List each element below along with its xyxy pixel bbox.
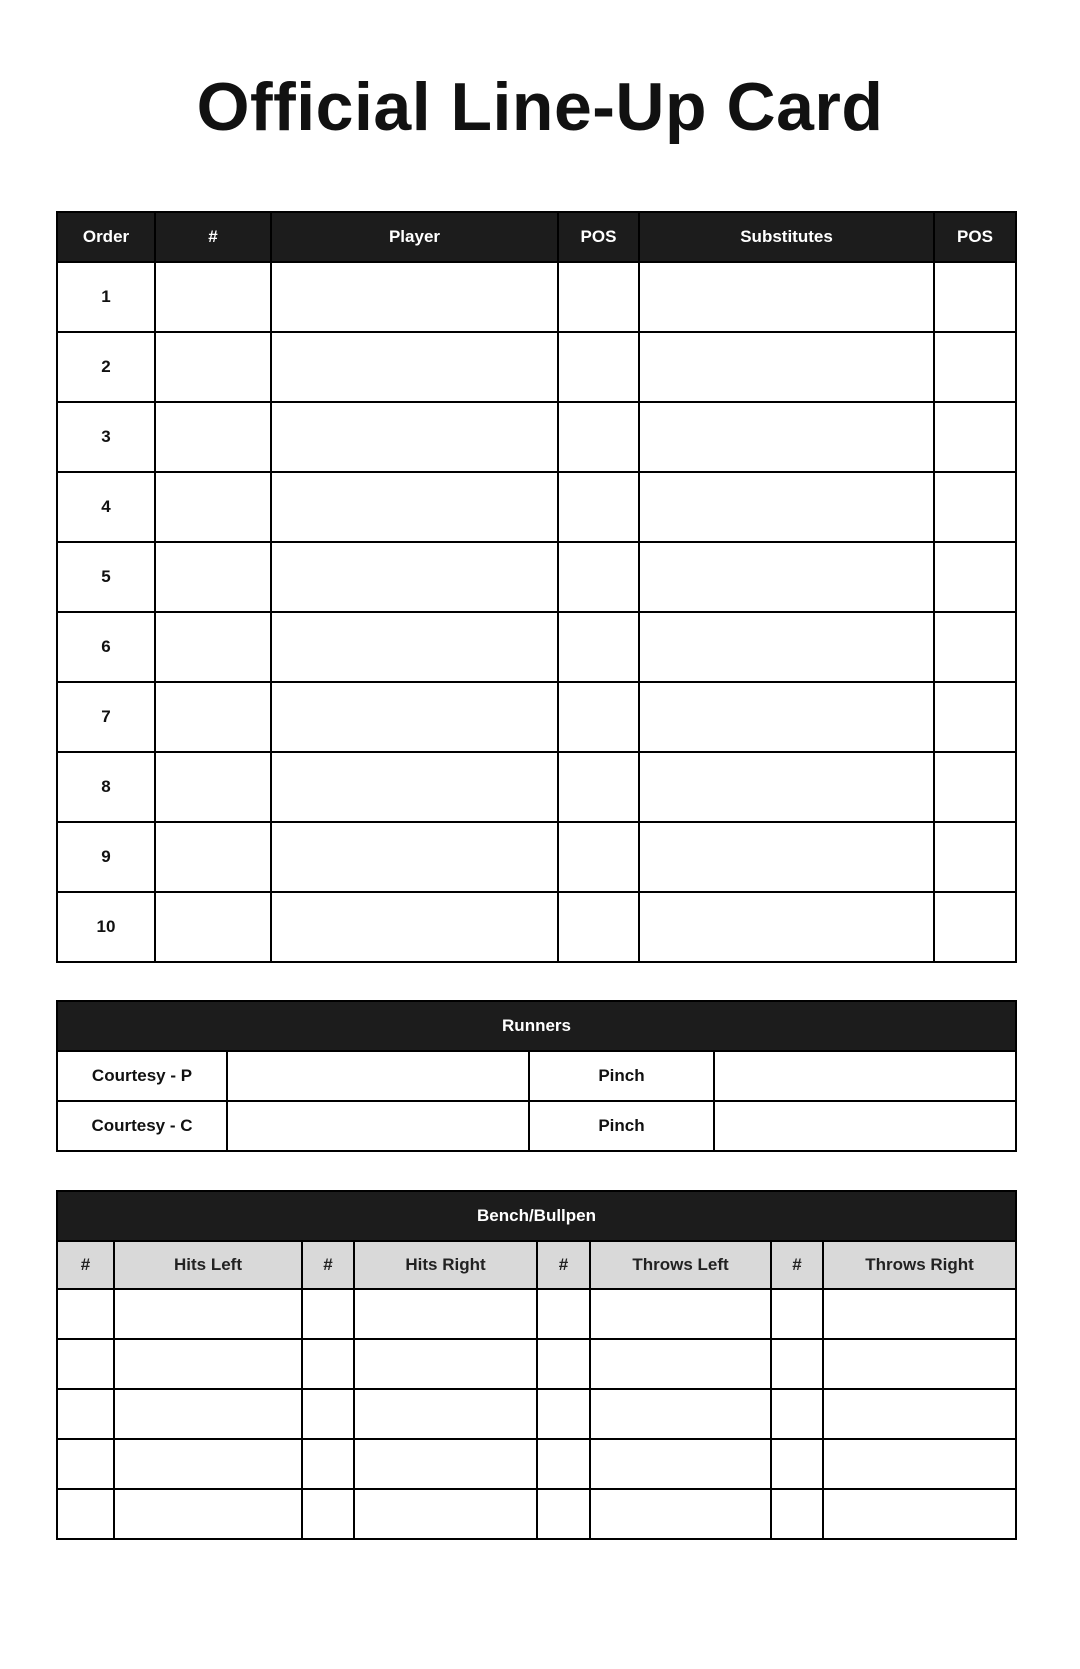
bench-name-cell[interactable] xyxy=(823,1489,1016,1539)
order-cell: 8 xyxy=(57,752,155,822)
header-sub-pos: POS xyxy=(934,212,1016,262)
number-cell[interactable] xyxy=(155,472,271,542)
header-order: Order xyxy=(57,212,155,262)
order-cell: 2 xyxy=(57,332,155,402)
substitute-cell[interactable] xyxy=(639,332,934,402)
runner-label: Courtesy - C xyxy=(57,1101,227,1151)
substitute-cell[interactable] xyxy=(639,752,934,822)
runner-entry-cell[interactable] xyxy=(714,1051,1016,1101)
substitute-cell[interactable] xyxy=(639,892,934,962)
bench-name-cell[interactable] xyxy=(354,1439,537,1489)
pos-cell[interactable] xyxy=(558,752,639,822)
runner-entry-cell[interactable] xyxy=(227,1101,529,1151)
order-cell: 10 xyxy=(57,892,155,962)
number-cell[interactable] xyxy=(155,402,271,472)
pos-cell[interactable] xyxy=(558,682,639,752)
runner-label: Pinch xyxy=(529,1101,714,1151)
header-substitutes: Substitutes xyxy=(639,212,934,262)
substitute-cell[interactable] xyxy=(639,262,934,332)
substitute-cell[interactable] xyxy=(639,822,934,892)
order-cell: 7 xyxy=(57,682,155,752)
header-throws-left: Throws Left xyxy=(590,1241,771,1289)
header-number: # xyxy=(537,1241,590,1289)
bench-table xyxy=(56,1190,1017,1540)
lineup-row xyxy=(57,472,1016,542)
lineup-row xyxy=(57,892,1016,962)
lineup-row xyxy=(57,612,1016,682)
player-cell[interactable] xyxy=(271,332,558,402)
order-cell: 1 xyxy=(57,262,155,332)
bench-row xyxy=(57,1439,1016,1489)
player-cell[interactable] xyxy=(271,402,558,472)
lineup-row xyxy=(57,822,1016,892)
bench-number-cell[interactable] xyxy=(302,1339,354,1389)
order-cell: 5 xyxy=(57,542,155,612)
bench-name-cell[interactable] xyxy=(354,1389,537,1439)
bench-name-cell[interactable] xyxy=(354,1289,537,1339)
sub-pos-cell[interactable] xyxy=(934,402,1016,472)
bench-name-cell[interactable] xyxy=(590,1439,771,1489)
number-cell[interactable] xyxy=(155,332,271,402)
bench-name-cell[interactable] xyxy=(823,1289,1016,1339)
header-throws-right: Throws Right xyxy=(823,1241,1016,1289)
lineup-header-row xyxy=(57,212,1016,262)
player-cell[interactable] xyxy=(271,612,558,682)
player-cell[interactable] xyxy=(271,682,558,752)
header-number: # xyxy=(155,212,271,262)
header-number: # xyxy=(57,1241,114,1289)
bench-name-cell[interactable] xyxy=(114,1289,302,1339)
bench-number-cell[interactable] xyxy=(537,1339,590,1389)
bench-number-cell[interactable] xyxy=(537,1389,590,1439)
bench-number-cell[interactable] xyxy=(771,1389,823,1439)
bench-number-cell[interactable] xyxy=(771,1489,823,1539)
bench-number-cell[interactable] xyxy=(57,1389,114,1439)
sub-pos-cell[interactable] xyxy=(934,892,1016,962)
player-cell[interactable] xyxy=(271,892,558,962)
bench-row xyxy=(57,1389,1016,1439)
bench-name-cell[interactable] xyxy=(114,1439,302,1489)
bench-number-cell[interactable] xyxy=(537,1289,590,1339)
bench-name-cell[interactable] xyxy=(354,1489,537,1539)
bench-name-cell[interactable] xyxy=(590,1489,771,1539)
player-cell[interactable] xyxy=(271,542,558,612)
order-cell: 6 xyxy=(57,612,155,682)
bench-number-cell[interactable] xyxy=(57,1439,114,1489)
player-cell[interactable] xyxy=(271,822,558,892)
bench-name-cell[interactable] xyxy=(823,1339,1016,1389)
sub-pos-cell[interactable] xyxy=(934,472,1016,542)
number-cell[interactable] xyxy=(155,752,271,822)
header-hits-right: Hits Right xyxy=(354,1241,537,1289)
bench-name-cell[interactable] xyxy=(114,1339,302,1389)
pos-cell[interactable] xyxy=(558,472,639,542)
header-number: # xyxy=(771,1241,823,1289)
bench-number-cell[interactable] xyxy=(771,1339,823,1389)
bench-name-cell[interactable] xyxy=(823,1439,1016,1489)
bench-number-cell[interactable] xyxy=(537,1439,590,1489)
substitute-cell[interactable] xyxy=(639,612,934,682)
pos-cell[interactable] xyxy=(558,542,639,612)
page-title: Official Line-Up Card xyxy=(196,69,884,145)
bench-number-cell[interactable] xyxy=(537,1489,590,1539)
bench-number-cell[interactable] xyxy=(302,1389,354,1439)
number-cell[interactable] xyxy=(155,542,271,612)
sub-pos-cell[interactable] xyxy=(934,682,1016,752)
number-cell[interactable] xyxy=(155,612,271,682)
sub-pos-cell[interactable] xyxy=(934,612,1016,682)
sub-pos-cell[interactable] xyxy=(934,822,1016,892)
bench-title: Bench/Bullpen xyxy=(57,1191,1016,1241)
runner-label: Courtesy - P xyxy=(57,1051,227,1101)
order-cell: 4 xyxy=(57,472,155,542)
bench-name-cell[interactable] xyxy=(590,1289,771,1339)
runner-entry-cell[interactable] xyxy=(714,1101,1016,1151)
order-cell: 3 xyxy=(57,402,155,472)
lineup-row xyxy=(57,752,1016,822)
bench-row xyxy=(57,1339,1016,1389)
lineup-row xyxy=(57,542,1016,612)
substitute-cell[interactable] xyxy=(639,682,934,752)
player-cell[interactable] xyxy=(271,472,558,542)
player-cell[interactable] xyxy=(271,752,558,822)
pos-cell[interactable] xyxy=(558,332,639,402)
pos-cell[interactable] xyxy=(558,822,639,892)
sub-pos-cell[interactable] xyxy=(934,542,1016,612)
header-number: # xyxy=(302,1241,354,1289)
header-pos: POS xyxy=(558,212,639,262)
runners-title: Runners xyxy=(57,1001,1016,1051)
bench-number-cell[interactable] xyxy=(57,1339,114,1389)
bench-name-cell[interactable] xyxy=(823,1389,1016,1439)
pos-cell[interactable] xyxy=(558,612,639,682)
player-cell[interactable] xyxy=(271,262,558,332)
lineup-table xyxy=(56,211,1017,963)
number-cell[interactable] xyxy=(155,682,271,752)
bench-row xyxy=(57,1289,1016,1339)
sub-pos-cell[interactable] xyxy=(934,262,1016,332)
sub-pos-cell[interactable] xyxy=(934,752,1016,822)
runner-row xyxy=(57,1101,1016,1151)
substitute-cell[interactable] xyxy=(639,542,934,612)
pos-cell[interactable] xyxy=(558,402,639,472)
bench-number-cell[interactable] xyxy=(771,1439,823,1489)
bench-name-cell[interactable] xyxy=(354,1339,537,1389)
lineup-row xyxy=(57,402,1016,472)
order-cell: 9 xyxy=(57,822,155,892)
header-hits-left: Hits Left xyxy=(114,1241,302,1289)
bench-number-cell[interactable] xyxy=(57,1289,114,1339)
lineup-row xyxy=(57,332,1016,402)
bench-number-cell[interactable] xyxy=(57,1489,114,1539)
runner-row xyxy=(57,1051,1016,1101)
bench-name-cell[interactable] xyxy=(590,1339,771,1389)
substitute-cell[interactable] xyxy=(639,472,934,542)
bench-number-cell[interactable] xyxy=(302,1489,354,1539)
runners-table xyxy=(56,1000,1017,1152)
header-player: Player xyxy=(271,212,558,262)
bench-number-cell[interactable] xyxy=(302,1289,354,1339)
pos-cell[interactable] xyxy=(558,262,639,332)
number-cell[interactable] xyxy=(155,262,271,332)
bench-name-cell[interactable] xyxy=(114,1489,302,1539)
number-cell[interactable] xyxy=(155,892,271,962)
bench-name-cell[interactable] xyxy=(590,1389,771,1439)
pos-cell[interactable] xyxy=(558,892,639,962)
sub-pos-cell[interactable] xyxy=(934,332,1016,402)
bench-header-row xyxy=(57,1241,1016,1289)
number-cell[interactable] xyxy=(155,822,271,892)
runner-label: Pinch xyxy=(529,1051,714,1101)
bench-number-cell[interactable] xyxy=(302,1439,354,1489)
substitute-cell[interactable] xyxy=(639,402,934,472)
lineup-row xyxy=(57,682,1016,752)
bench-row xyxy=(57,1489,1016,1539)
bench-number-cell[interactable] xyxy=(771,1289,823,1339)
runner-entry-cell[interactable] xyxy=(227,1051,529,1101)
bench-name-cell[interactable] xyxy=(114,1389,302,1439)
lineup-row xyxy=(57,262,1016,332)
